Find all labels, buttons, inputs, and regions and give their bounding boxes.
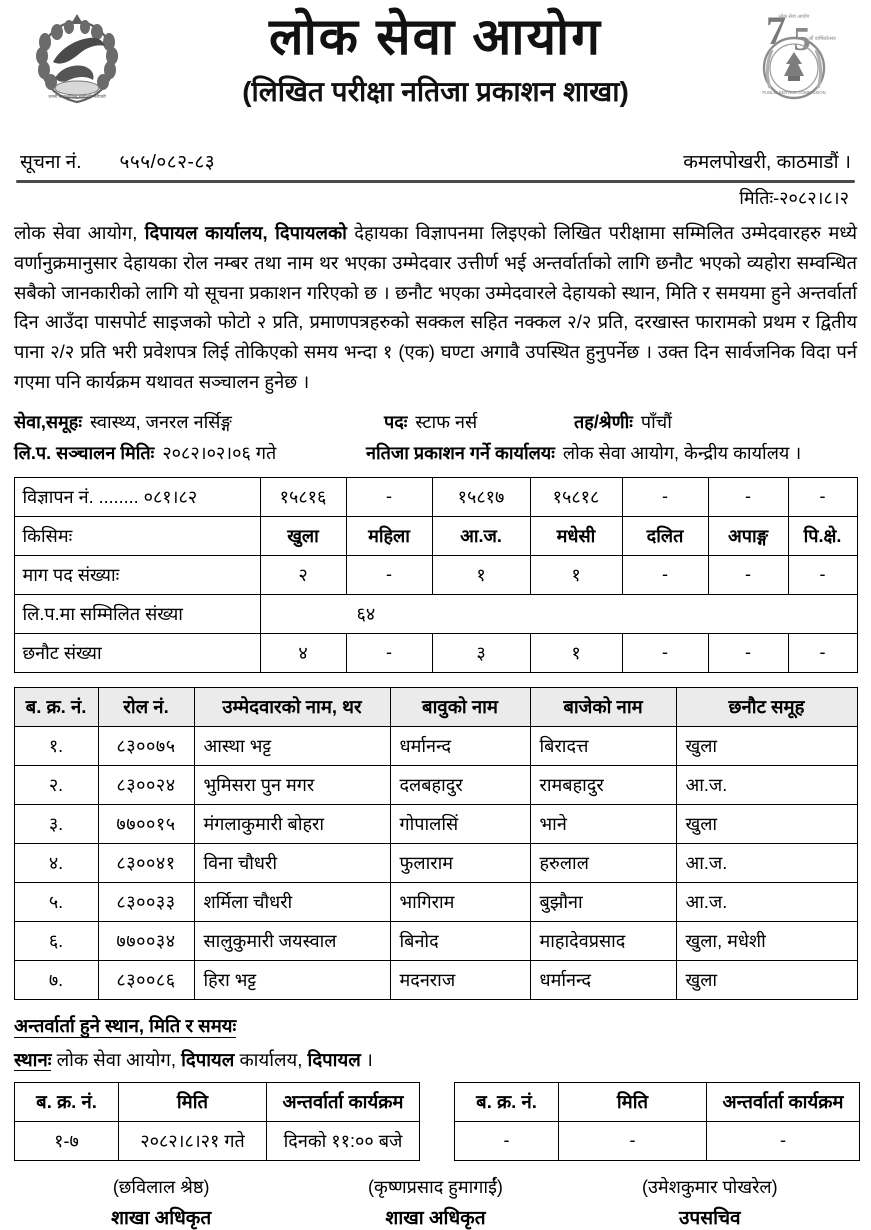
candidate-roll-number: ७७००३४: [98, 921, 194, 960]
candidate-selection-group: आ.ज.: [676, 882, 857, 921]
table-row: [14, 765, 857, 804]
exam-date-label: लि.प. सञ्चालन मितिः: [14, 442, 155, 463]
venue-prefix: लोक सेवा आयोग,: [56, 1048, 182, 1070]
candidate-serial: १.: [14, 726, 98, 765]
venue-label: स्थानः: [14, 1048, 52, 1070]
venue-office-bold: दिपायल: [181, 1048, 235, 1070]
schedule-column-header: अन्तर्वार्ता कार्यक्रम: [267, 1082, 420, 1121]
interview-heading-text: अन्तर्वार्ता हुने स्थान, मिति र समयः: [14, 1014, 237, 1036]
candidate-serial: ५.: [14, 882, 98, 921]
selected-candidates-table: [14, 687, 858, 1000]
schedule-column-header: ब. क्र. नं.: [15, 1082, 119, 1121]
candidate-grandfather-name: बिरादत्त: [530, 726, 676, 765]
interview-schedule-tables: [0, 1072, 871, 1161]
adv-row-cell: -: [346, 633, 432, 672]
candidate-selection-group: खुला: [676, 804, 857, 843]
schedule-left-head: [15, 1082, 420, 1121]
candidates-table-body: [14, 726, 857, 999]
candidate-name: विना चौधरी: [194, 843, 390, 882]
candidate-roll-number: ८३००२४: [98, 765, 194, 804]
candidate-father-name: मदनराज: [390, 960, 530, 999]
adv-row-label: माग पद संख्याः: [14, 555, 260, 594]
schedule-left-body: [15, 1121, 420, 1160]
candidate-name: सालुकुमारी जयस्वाल: [194, 921, 390, 960]
schedule-column-header: मिति: [559, 1082, 707, 1121]
schedule-column-header: ब. क्र. नं.: [455, 1082, 559, 1121]
signatory-role: शाखा अधिकृत: [111, 1207, 212, 1229]
advertisement-table-body: [14, 477, 857, 672]
candidate-roll-number: ८३००३३: [98, 882, 194, 921]
candidates-column-header: बावुको नाम: [390, 687, 530, 726]
notice-place: कमलपोखरी, काठमाडौं ।: [683, 152, 851, 173]
adv-table-row: [14, 555, 857, 594]
adv-row-label: छनौट संख्या: [14, 633, 260, 672]
schedule-serial-range: -: [455, 1121, 559, 1160]
advertisement-table: [14, 477, 858, 673]
table-row: [14, 921, 857, 960]
candidates-column-header: रोल नं.: [98, 687, 194, 726]
service-group-value: स्वास्थ्य, जनरल नर्सिङ्ग: [89, 411, 232, 432]
post-value: स्टाफ नर्स: [415, 411, 478, 432]
candidate-grandfather-name: हरुलाल: [530, 843, 676, 882]
candidates-column-header: ब. क्र. नं.: [14, 687, 98, 726]
signatory: [298, 1175, 572, 1230]
candidate-name: मंगलाकुमारी बोहरा: [194, 804, 390, 843]
adv-row-cell: -: [708, 477, 788, 516]
notice-number-value: ५५५/०८२-८३: [119, 152, 216, 173]
adv-row-cell: -: [788, 555, 857, 594]
notice-date: मितिः-२०८२।८।२: [739, 188, 849, 208]
body-text-part1: लोक सेवा आयोग,: [14, 222, 145, 243]
candidate-selection-group: खुला: [676, 960, 857, 999]
svg-text:PUBLIC SERVICE COMMISSION: PUBLIC SERVICE COMMISSION: [762, 90, 826, 95]
organization-title: लोक सेवा आयोग: [269, 8, 602, 65]
adv-row-merged-value: ६४: [260, 594, 857, 633]
adv-table-row: [14, 477, 857, 516]
notice-number-label: सूचना नं.: [20, 152, 82, 173]
notice-line: [0, 148, 871, 174]
adv-row-cell: १५८१६: [260, 477, 346, 516]
service-info-block: [0, 397, 871, 465]
nepal-government-emblem: [22, 6, 132, 112]
office-name-bold: दिपायल कार्यालय, दिपायलको: [144, 222, 347, 243]
table-row: [14, 726, 857, 765]
svg-text:जननी जन्मभूमिश्च स्वर्गादपि गर: जननी जन्मभूमिश्च स्वर्गादपि गरीयसी: [48, 94, 106, 99]
candidate-selection-group: खुला: [676, 726, 857, 765]
schedule-right-body: [455, 1121, 860, 1160]
schedule-serial-range: १-७: [15, 1121, 119, 1160]
schedule-column-header: अन्तर्वार्ता कार्यक्रम: [707, 1082, 860, 1121]
schedule-left-header-row: [15, 1082, 420, 1121]
candidates-table-head: [14, 687, 857, 726]
signatory-name: (कृष्णप्रसाद हुमागाईं): [368, 1176, 503, 1197]
svg-text:7: 7: [766, 8, 786, 53]
notice-body-paragraph: [0, 210, 871, 397]
svg-text:लोक सेवा आयोग: लोक सेवा आयोग: [778, 14, 810, 20]
adv-row-cell: -: [788, 633, 857, 672]
signatory-role: उपसचिव: [679, 1207, 741, 1229]
level-label: तह/श्रेणीः: [574, 411, 633, 432]
candidates-column-header: छनौट समूह: [676, 687, 857, 726]
table-row: [14, 843, 857, 882]
table-row: [14, 960, 857, 999]
schedule-date: -: [559, 1121, 707, 1160]
adv-row-cell: -: [346, 555, 432, 594]
document-header: [0, 0, 871, 146]
post-label: पदः: [384, 411, 408, 432]
schedule-row: [455, 1121, 860, 1160]
publishing-office-label: नतिजा प्रकाशन गर्ने कार्यालयः: [366, 442, 555, 463]
interview-section-heading: [0, 1000, 871, 1038]
adv-row-cell: आ.ज.: [432, 516, 530, 555]
candidate-name: आस्था भट्ट: [194, 726, 390, 765]
candidate-serial: ३.: [14, 804, 98, 843]
candidate-serial: ६.: [14, 921, 98, 960]
schedule-row: [15, 1121, 420, 1160]
signatory-name: (छविलाल श्रेष्ठ): [112, 1176, 210, 1197]
adv-row-cell: ४: [260, 633, 346, 672]
schedule-date: २०८२।८।२१ गते: [119, 1121, 267, 1160]
table-row: [14, 882, 857, 921]
adv-row-cell: २: [260, 555, 346, 594]
candidate-serial: ४.: [14, 843, 98, 882]
signatory: [24, 1175, 298, 1230]
level-value: पाँचौं: [640, 411, 672, 432]
branch-title: (लिखित परीक्षा नतिजा प्रकाशन शाखा): [242, 75, 629, 107]
adv-row-label: लि.प.मा सम्मिलित संख्या: [14, 594, 260, 633]
candidates-header-row: [14, 687, 857, 726]
candidate-father-name: भागिराम: [390, 882, 530, 921]
svg-text:औं वार्षिकोत्सव: औं वार्षिकोत्सव: [808, 36, 836, 42]
adv-row-cell: -: [708, 555, 788, 594]
schedule-right-head: [455, 1082, 860, 1121]
interview-schedule-right: [454, 1082, 860, 1161]
candidate-serial: २.: [14, 765, 98, 804]
signatory: [573, 1175, 847, 1230]
candidate-name: शर्मिला चौधरी: [194, 882, 390, 921]
adv-row-cell: खुला: [260, 516, 346, 555]
signature-block: [0, 1161, 871, 1230]
adv-row-cell: १: [432, 555, 530, 594]
candidate-roll-number: ८३००४१: [98, 843, 194, 882]
exam-date-value: २०८२।०२।०६ गते: [162, 442, 277, 463]
candidate-father-name: गोपालसिं: [390, 804, 530, 843]
psc-75th-anniversary-emblem: [739, 6, 849, 106]
candidates-column-header: बाजेको नाम: [530, 687, 676, 726]
adv-row-label: विज्ञापन नं. ........ ०८१।८२: [14, 477, 260, 516]
adv-row-cell: -: [788, 477, 857, 516]
candidate-father-name: बिनोद: [390, 921, 530, 960]
candidate-name: हिरा भट्ट: [194, 960, 390, 999]
candidates-column-header: उम्मेदवारको नाम, थर: [194, 687, 390, 726]
adv-row-cell: १५८१७: [432, 477, 530, 516]
candidate-grandfather-name: धर्मानन्द: [530, 960, 676, 999]
adv-row-cell: -: [622, 477, 708, 516]
svg-text:5: 5: [793, 21, 811, 58]
interview-venue-line: [0, 1038, 871, 1072]
candidate-grandfather-name: बुझौना: [530, 882, 676, 921]
candidate-father-name: धर्मानन्द: [390, 726, 530, 765]
adv-row-cell: १: [530, 633, 622, 672]
schedule-time: -: [707, 1121, 860, 1160]
candidate-father-name: दलबहादुर: [390, 765, 530, 804]
publishing-office-value: लोक सेवा आयोग, केन्द्रीय कार्यालय ।: [562, 442, 802, 463]
adv-table-row: [14, 633, 857, 672]
adv-row-cell: -: [622, 633, 708, 672]
venue-suffix: ।: [360, 1048, 373, 1070]
body-text-part2: देहायका विज्ञापनमा लिइएको लिखित परीक्षामा सम्मिलित उम्मेदवारहरु मध्ये वर्णानुक्रमानुसार देहायका रोल नम्बर तथा नाम थर भएका उम्मेदवार उत्तीर्ण भई अन्तर्वार्ताको लागि छनौट भएको व्यहोरा सम्वन्धित सबैको जानकारीको लागि यो सूचना प्रकाशन गरिएको छ । छनौट भएका उम्मेदवारले देहायको स्थान, मिति र समयमा हुने अन्तर्वार्ता दिन आउँदा पासपोर्ट साइजको फोटो २ प्रति, प्रमाणपत्रहरुको सक्कल सहित नक्कल २/२ प्रति, दरखास्त फारामको प्रथम र द्वितीय पाना २/२ प्रति भरी प्रवेशपत्र लिई तोकिएको समय भन्दा १ (एक) घण्टा अगावै उपस्थित हुनुपर्नेछ । उक्त दिन सार्वजनिक विदा पर्न गएमा पनि कार्यक्रम यथावत सञ्चालन हुनेछ ।: [14, 222, 858, 393]
candidate-roll-number: ८३००७५: [98, 726, 194, 765]
candidate-serial: ७.: [14, 960, 98, 999]
adv-row-cell: दलित: [622, 516, 708, 555]
adv-row-cell: १५८१८: [530, 477, 622, 516]
adv-row-cell: -: [622, 555, 708, 594]
adv-row-cell: मधेसी: [530, 516, 622, 555]
candidate-selection-group: आ.ज.: [676, 765, 857, 804]
adv-row-cell: -: [346, 477, 432, 516]
schedule-column-header: मिति: [119, 1082, 267, 1121]
candidate-grandfather-name: माहादेवप्रसाद: [530, 921, 676, 960]
candidate-roll-number: ७७००१५: [98, 804, 194, 843]
adv-row-label: किसिमः: [14, 516, 260, 555]
adv-row-cell: महिला: [346, 516, 432, 555]
adv-row-cell: १: [530, 555, 622, 594]
candidate-selection-group: खुला, मधेशी: [676, 921, 857, 960]
candidate-name: भुमिसरा पुन मगर: [194, 765, 390, 804]
interview-schedule-left: [14, 1082, 420, 1161]
schedule-time: दिनको ११:०० बजे: [267, 1121, 420, 1160]
candidate-father-name: फुलाराम: [390, 843, 530, 882]
adv-row-cell: पि.क्षे.: [788, 516, 857, 555]
schedule-right-header-row: [455, 1082, 860, 1121]
venue-mid: कार्यालय,: [234, 1048, 308, 1070]
service-group-label: सेवा,समूहः: [14, 411, 82, 432]
candidate-selection-group: आ.ज.: [676, 843, 857, 882]
adv-row-cell: अपाङ्ग: [708, 516, 788, 555]
adv-row-cell: ३: [432, 633, 530, 672]
table-row: [14, 804, 857, 843]
adv-table-row: [14, 594, 857, 633]
venue-location-bold: दिपायल: [307, 1048, 361, 1070]
signatory-role: शाखा अधिकृत: [385, 1207, 486, 1229]
header-titles: [132, 6, 739, 107]
candidate-roll-number: ८३००८६: [98, 960, 194, 999]
adv-row-cell: -: [708, 633, 788, 672]
signatory-name: (उमेशकुमार पोखरेल): [641, 1176, 778, 1197]
candidate-grandfather-name: रामबहादुर: [530, 765, 676, 804]
adv-table-row: [14, 516, 857, 555]
candidate-grandfather-name: भाने: [530, 804, 676, 843]
